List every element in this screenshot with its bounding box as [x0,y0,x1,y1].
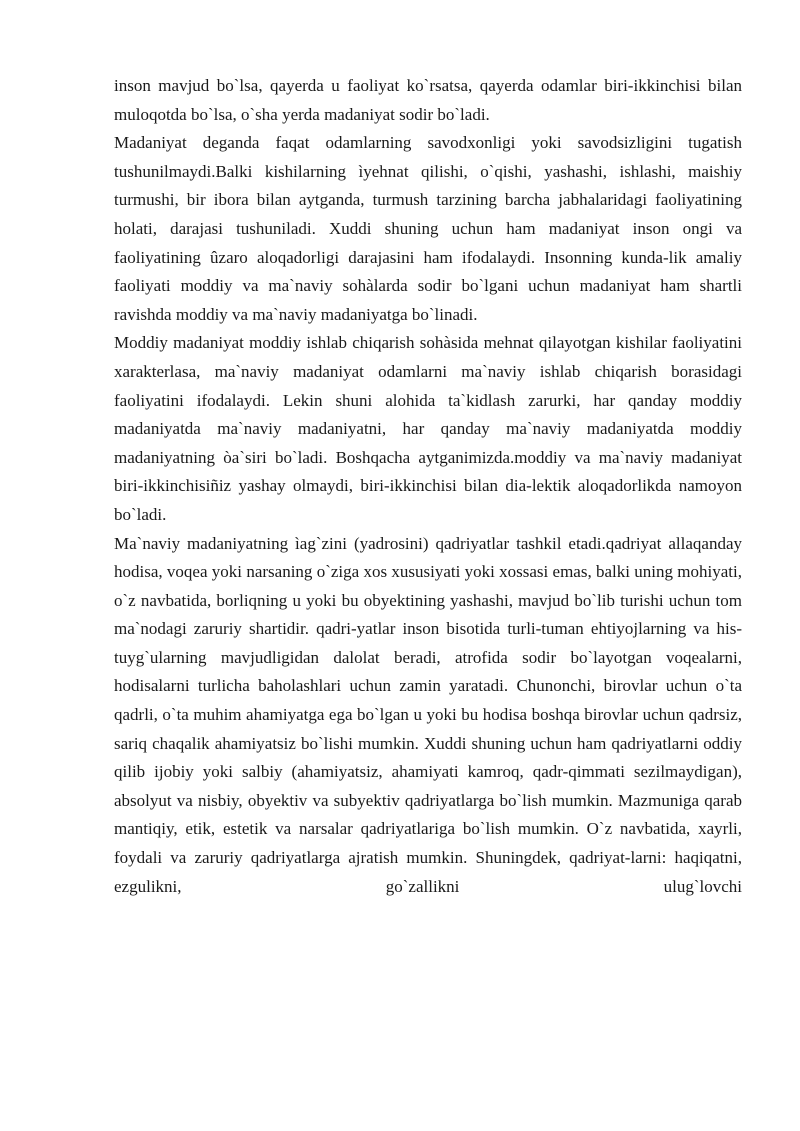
document-page [114,72,742,901]
paragraph-1: inson mavjud bo`lsa, qayerda u faoliyat ko`rsatsa, qayerda odamlar biri-ikkinchisi bilan muloqotda bo`lsa, o`sha yerda madaniyat sodir bo`ladi. [114,76,742,124]
paragraph-4: Ma`naviy madaniyatning ìag`zini (yadrosini) qadriyatlar tashkil etadi.qadriyat allaqanday hodisa, voqea yoki narsaning o`ziga xos xususiyati yoki xossasi emas, balki uning mohiyati, o`z navbatida, borliqning u yoki bu obyektining yashashi, mavjud bo`lib turishi uchun tom ma`nodagi zaruriy shartidir. qadri-yatlar inson bisotida turli-tuman ehtiyojlarning va his-tuyg`ularning mavjudligidan dalolat beradi, atrofida sodir bo`layotgan voqealarni, hodisalarni turlicha baholashlari uchun zamin yaratadi. Chunonchi, birovlar uchun o`ta qadrli, o`ta muhim ahamiyatga ega bo`lgan u yoki bu hodisa boshqa birovlar uchun qadrsiz, sariq chaqalik ahamiyatsiz bo`lishi mumkin. Xuddi shuning uchun ham qadriyatlarni oddiy qilib ijobiy yoki salbiy (ahamiyatsiz, ahamiyati kamroq, qadr-qimmati sezilmaydigan), absolyut va nisbiy, obyektiv va subyektiv qadriyatlarga bo`lish mumkin. Mazmuniga qarab mantiqiy, etik, estetik va narsalar qadriyatlariga bo`lish mumkin. O`z navbatida, xayrli, foydali va zaruriy qadriyatlarga ajratish mumkin. Shuningdek, qadriyat-larni: haqiqatni, ezgulikni, go`zallikni ulug`lovchi [114,533,742,896]
paragraph-2: Madaniyat deganda faqat odamlarning savodxonligi yoki savodsizligini tugatish tushunilmaydi.Balki kishilarning ìyehnat qilishi, o`qishi, yashashi, ishlashi, maishiy turmushi, bir ibora bilan aytganda, turmush tarzining barcha jabhalaridagi faoliyatining holati, darajasi tushuniladi. Xuddi shuning uchun ham madaniyat inson ongi va faoliyatining ûzaro aloqadorligi darajasini ham ifodalaydi. Insonning kunda-lik amaliy faoliyati moddiy va ma`naviy sohàlarda sodir bo`lgani uchun madaniyat ham shartli ravishda moddiy va ma`naviy madaniyatga bo`linadi. [114,133,742,324]
paragraph-3: Moddiy madaniyat moddiy ishlab chiqarish sohàsida mehnat qilayotgan kishilar faoliyatini xarakterlasa, ma`naviy madaniyat odamlarni ma`naviy ishlab chiqarish borasidagi faoliyatini ifodalaydi. Lekin shuni alohida ta`kidlash zarurki, har qanday moddiy madaniyatda ma`naviy madaniyatni, har qanday ma`naviy madaniyatda moddiy madaniyatning òa`siri bo`ladi. Boshqacha aytganimizda.moddiy va ma`naviy madaniyat biri-ikkinchisiñiz yashay olmaydi, biri-ikkinchisi bilan dia-lektik aloqadorlikda namoyon bo`ladi. [114,333,742,524]
